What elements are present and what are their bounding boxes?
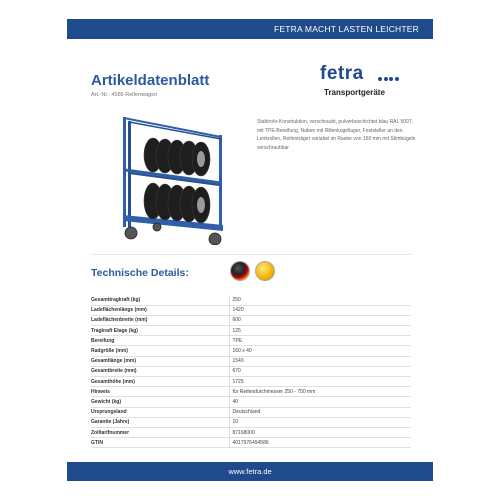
product-description: Stahlrohr-Konstruktion, verschraubt, pulverbeschichtet blau RAL 5007, mit TPE-Bereifung, Naben mit Rillenkugellager, Feststeller an den Lenkrollen, Reifenträger variabel im Raster von 150 mm mit Stimbügeln verschraubbar — [257, 119, 416, 151]
spec-label: Gesamthöhe (mm) — [91, 377, 229, 387]
spec-label: GTIN — [91, 438, 229, 448]
made-in-germany-badge-icon — [230, 261, 250, 281]
article-number: Art.-Nr.: 4586 Reifenwagen — [91, 92, 158, 98]
spec-label: Radgröße (mm) — [91, 346, 229, 356]
divider — [91, 254, 411, 255]
spec-row — [91, 305, 411, 315]
spec-row — [91, 387, 411, 397]
spec-label: Gesamtlänge (mm) — [91, 356, 229, 366]
spec-value: 1420 — [229, 305, 411, 315]
quality-badges — [230, 261, 275, 281]
brand-tagline: Transportgeräte — [324, 88, 385, 97]
brand-name: fetra — [320, 63, 364, 84]
brand-dots-icon — [378, 77, 399, 81]
spec-value: TPE — [229, 336, 411, 346]
bottom-banner — [67, 462, 433, 481]
spec-value: 1725 — [229, 377, 411, 387]
spec-row — [91, 326, 411, 336]
page-title: Artikeldatenblatt — [91, 72, 210, 89]
spec-value: für Reifendurchmesser 250 - 750 mm — [229, 387, 411, 397]
spec-label: Gewicht (kg) — [91, 397, 229, 407]
section-title: Technische Details: — [91, 267, 189, 279]
fetra-logo — [320, 63, 410, 105]
spec-value: 4017976494586 — [229, 438, 411, 448]
spec-row — [91, 366, 411, 376]
slogan: FETRA MACHT LASTEN LEICHTER — [273, 24, 419, 34]
spec-value: 87168000 — [229, 427, 411, 437]
website-link[interactable]: www.fetra.de — [228, 467, 272, 476]
top-banner — [67, 19, 433, 39]
spec-value: 670 — [229, 366, 411, 376]
spec-label: Gesamtbreite (mm) — [91, 366, 229, 376]
spec-value: 250 — [229, 295, 411, 305]
spec-value: 160 x 40 — [229, 346, 411, 356]
spec-row — [91, 417, 411, 427]
spec-table — [91, 295, 411, 448]
spec-row — [91, 397, 411, 407]
spec-value: 40 — [229, 397, 411, 407]
spec-row — [91, 346, 411, 356]
spec-label: Ladeflächenlänge (mm) — [91, 305, 229, 315]
spec-row — [91, 356, 411, 366]
spec-row — [91, 295, 411, 305]
spec-label: Ladeflächenbreite (mm) — [91, 315, 229, 325]
spec-row — [91, 315, 411, 325]
spec-label: Gesamttragkraft (kg) — [91, 295, 229, 305]
warranty-badge-icon — [255, 261, 275, 281]
spec-label: Hinweis — [91, 387, 229, 397]
spec-value: 1540 — [229, 356, 411, 366]
spec-row — [91, 438, 411, 448]
spec-label: Bereifung — [91, 336, 229, 346]
spec-row — [91, 427, 411, 437]
spec-value: 125 — [229, 326, 411, 336]
spec-label: Tragkraft Etage (kg) — [91, 326, 229, 336]
datasheet-page — [67, 19, 433, 481]
tire-cart-image — [115, 115, 235, 245]
spec-row — [91, 377, 411, 387]
spec-value: Deutschland — [229, 407, 411, 417]
spec-label: Ursprungsland — [91, 407, 229, 417]
spec-row — [91, 407, 411, 417]
spec-label: Zolltarifnummer — [91, 427, 229, 437]
spec-value: 10 — [229, 417, 411, 427]
spec-value: 600 — [229, 315, 411, 325]
spec-label: Garantie (Jahre) — [91, 417, 229, 427]
spec-row — [91, 336, 411, 346]
